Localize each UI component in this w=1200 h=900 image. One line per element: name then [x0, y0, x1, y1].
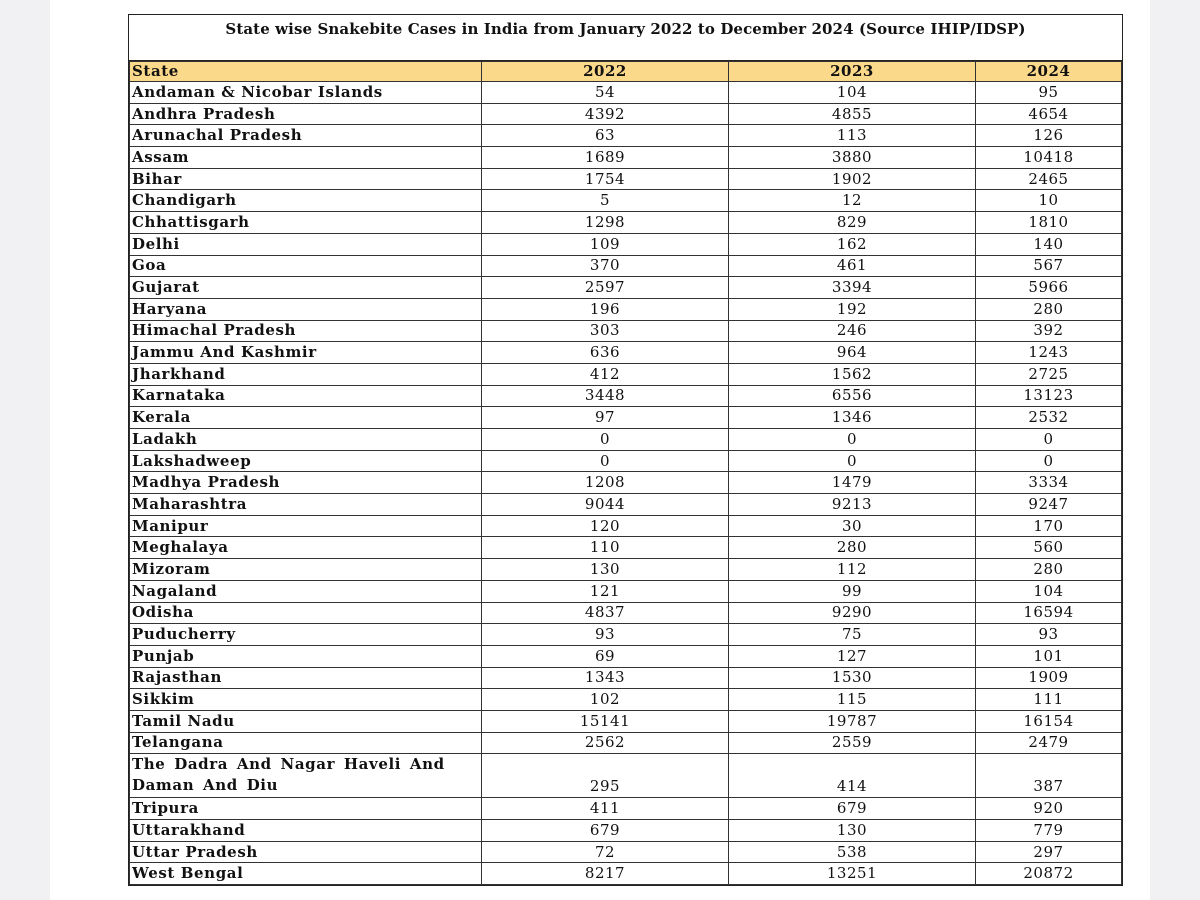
state-name-cell: Sikkim — [130, 689, 482, 711]
snakebite-cases-table — [129, 61, 1122, 885]
table-row — [130, 472, 1122, 494]
state-name-cell: Puducherry — [130, 624, 482, 646]
cases-2024-cell: 5966 — [976, 277, 1122, 299]
cases-2024-cell: 93 — [976, 624, 1122, 646]
cases-2022-cell: 411 — [482, 798, 729, 820]
cases-2023-cell: 0 — [729, 450, 976, 472]
cases-2023-cell: 2559 — [729, 732, 976, 754]
header-2023: 2023 — [729, 62, 976, 82]
cases-2022-cell: 679 — [482, 820, 729, 842]
table-row — [130, 494, 1122, 516]
state-name-cell: Maharashtra — [130, 494, 482, 516]
table-row — [130, 298, 1122, 320]
cases-2023-cell: 4855 — [729, 103, 976, 125]
cases-2022-cell: 2597 — [482, 277, 729, 299]
state-name-cell: The Dadra And Nagar Haveli And Daman And Diu — [130, 754, 482, 798]
cases-2024-cell: 126 — [976, 125, 1122, 147]
cases-2024-cell: 779 — [976, 820, 1122, 842]
cases-2024-cell: 104 — [976, 580, 1122, 602]
cases-2023-cell: 6556 — [729, 385, 976, 407]
cases-2023-cell: 1562 — [729, 363, 976, 385]
cases-2024-cell: 280 — [976, 298, 1122, 320]
cases-2024-cell: 0 — [976, 450, 1122, 472]
table-row — [130, 190, 1122, 212]
cases-2024-cell: 567 — [976, 255, 1122, 277]
cases-2024-cell: 3334 — [976, 472, 1122, 494]
cases-2024-cell: 2532 — [976, 407, 1122, 429]
cases-2024-cell: 170 — [976, 515, 1122, 537]
cases-2023-cell: 9213 — [729, 494, 976, 516]
table-row — [130, 233, 1122, 255]
state-name-cell: Uttar Pradesh — [130, 841, 482, 863]
cases-2024-cell: 9247 — [976, 494, 1122, 516]
state-name-cell: West Bengal — [130, 863, 482, 885]
table-header-row — [130, 62, 1122, 82]
cases-2023-cell: 461 — [729, 255, 976, 277]
table-row — [130, 710, 1122, 732]
header-2022: 2022 — [482, 62, 729, 82]
cases-2024-cell: 4654 — [976, 103, 1122, 125]
state-name-cell: Lakshadweep — [130, 450, 482, 472]
cases-2022-cell: 412 — [482, 363, 729, 385]
state-name-cell: Uttarakhand — [130, 820, 482, 842]
document-table-container — [128, 14, 1123, 886]
table-row — [130, 820, 1122, 842]
cases-2022-cell: 0 — [482, 450, 729, 472]
cases-2023-cell: 192 — [729, 298, 976, 320]
state-name-cell: Manipur — [130, 515, 482, 537]
cases-2023-cell: 1530 — [729, 667, 976, 689]
cases-2023-cell: 127 — [729, 645, 976, 667]
cases-2023-cell: 1902 — [729, 168, 976, 190]
cases-2022-cell: 93 — [482, 624, 729, 646]
cases-2022-cell: 2562 — [482, 732, 729, 754]
table-row — [130, 407, 1122, 429]
cases-2022-cell: 97 — [482, 407, 729, 429]
cases-2023-cell: 679 — [729, 798, 976, 820]
cases-2024-cell: 111 — [976, 689, 1122, 711]
cases-2024-cell: 10418 — [976, 147, 1122, 169]
cases-2023-cell: 1346 — [729, 407, 976, 429]
state-name-cell: Ladakh — [130, 429, 482, 451]
table-row — [130, 515, 1122, 537]
cases-2023-cell: 162 — [729, 233, 976, 255]
table-row — [130, 798, 1122, 820]
cases-2022-cell: 1208 — [482, 472, 729, 494]
cases-2022-cell: 15141 — [482, 710, 729, 732]
cases-2024-cell: 2479 — [976, 732, 1122, 754]
cases-2024-cell: 10 — [976, 190, 1122, 212]
cases-2024-cell: 392 — [976, 320, 1122, 342]
cases-2022-cell: 4837 — [482, 602, 729, 624]
table-row — [130, 363, 1122, 385]
state-name-cell: Mizoram — [130, 559, 482, 581]
cases-2023-cell: 964 — [729, 342, 976, 364]
state-name-cell: Odisha — [130, 602, 482, 624]
table-row — [130, 754, 1122, 798]
table-row — [130, 255, 1122, 277]
table-row — [130, 602, 1122, 624]
cases-2023-cell: 246 — [729, 320, 976, 342]
cases-2022-cell: 109 — [482, 233, 729, 255]
table-row — [130, 580, 1122, 602]
cases-2024-cell: 101 — [976, 645, 1122, 667]
state-name-cell: Andhra Pradesh — [130, 103, 482, 125]
cases-2024-cell: 920 — [976, 798, 1122, 820]
table-row — [130, 212, 1122, 234]
state-name-cell: Tamil Nadu — [130, 710, 482, 732]
cases-2022-cell: 120 — [482, 515, 729, 537]
state-name-cell: Andaman & Nicobar Islands — [130, 82, 482, 104]
state-name-cell: Delhi — [130, 233, 482, 255]
header-state: State — [130, 62, 482, 82]
cases-2024-cell: 13123 — [976, 385, 1122, 407]
cases-2022-cell: 102 — [482, 689, 729, 711]
cases-2024-cell: 16154 — [976, 710, 1122, 732]
table-row — [130, 689, 1122, 711]
header-2024: 2024 — [976, 62, 1122, 82]
state-name-cell: Haryana — [130, 298, 482, 320]
table-row — [130, 450, 1122, 472]
cases-2022-cell: 63 — [482, 125, 729, 147]
table-row — [130, 147, 1122, 169]
cases-2023-cell: 104 — [729, 82, 976, 104]
table-row — [130, 385, 1122, 407]
state-name-cell: Gujarat — [130, 277, 482, 299]
state-name-cell: Telangana — [130, 732, 482, 754]
state-name-cell: Karnataka — [130, 385, 482, 407]
cases-2022-cell: 370 — [482, 255, 729, 277]
state-name-cell: Arunachal Pradesh — [130, 125, 482, 147]
table-row — [130, 320, 1122, 342]
cases-2023-cell: 130 — [729, 820, 976, 842]
state-name-cell: Nagaland — [130, 580, 482, 602]
table-row — [130, 168, 1122, 190]
cases-2022-cell: 121 — [482, 580, 729, 602]
cases-2023-cell: 9290 — [729, 602, 976, 624]
cases-2022-cell: 295 — [482, 754, 729, 798]
cases-2024-cell: 1810 — [976, 212, 1122, 234]
cases-2023-cell: 19787 — [729, 710, 976, 732]
state-name-cell: Madhya Pradesh — [130, 472, 482, 494]
state-name-cell: Meghalaya — [130, 537, 482, 559]
cases-2023-cell: 829 — [729, 212, 976, 234]
state-name-cell: Goa — [130, 255, 482, 277]
cases-2022-cell: 636 — [482, 342, 729, 364]
state-name-cell: Jharkhand — [130, 363, 482, 385]
cases-2024-cell: 95 — [976, 82, 1122, 104]
state-name-cell: Himachal Pradesh — [130, 320, 482, 342]
cases-2022-cell: 0 — [482, 429, 729, 451]
table-row — [130, 429, 1122, 451]
cases-2022-cell: 5 — [482, 190, 729, 212]
cases-2022-cell: 303 — [482, 320, 729, 342]
document-title: State wise Snakebite Cases in India from January 2022 to December 2024 (Source IHIP/IDSP) — [129, 15, 1122, 61]
state-name-cell: Punjab — [130, 645, 482, 667]
table-row — [130, 863, 1122, 885]
table-row — [130, 841, 1122, 863]
page-background — [50, 0, 1150, 900]
cases-2023-cell: 1479 — [729, 472, 976, 494]
cases-2022-cell: 110 — [482, 537, 729, 559]
cases-2024-cell: 0 — [976, 429, 1122, 451]
table-row — [130, 342, 1122, 364]
table-row — [130, 667, 1122, 689]
table-row — [130, 645, 1122, 667]
cases-2023-cell: 280 — [729, 537, 976, 559]
state-name-cell: Bihar — [130, 168, 482, 190]
cases-2022-cell: 4392 — [482, 103, 729, 125]
cases-2022-cell: 196 — [482, 298, 729, 320]
cases-2022-cell: 1343 — [482, 667, 729, 689]
state-name-cell: Assam — [130, 147, 482, 169]
cases-2022-cell: 130 — [482, 559, 729, 581]
table-row — [130, 624, 1122, 646]
cases-2024-cell: 16594 — [976, 602, 1122, 624]
table-row — [130, 559, 1122, 581]
cases-2024-cell: 140 — [976, 233, 1122, 255]
cases-2024-cell: 297 — [976, 841, 1122, 863]
cases-2024-cell: 20872 — [976, 863, 1122, 885]
cases-2022-cell: 9044 — [482, 494, 729, 516]
table-row — [130, 82, 1122, 104]
table-row — [130, 125, 1122, 147]
cases-2023-cell: 414 — [729, 754, 976, 798]
state-name-cell: Chandigarh — [130, 190, 482, 212]
cases-2022-cell: 72 — [482, 841, 729, 863]
cases-2024-cell: 2465 — [976, 168, 1122, 190]
table-row — [130, 277, 1122, 299]
cases-2023-cell: 75 — [729, 624, 976, 646]
cases-2022-cell: 1298 — [482, 212, 729, 234]
cases-2022-cell: 1689 — [482, 147, 729, 169]
cases-2023-cell: 538 — [729, 841, 976, 863]
state-name-cell: Tripura — [130, 798, 482, 820]
cases-2023-cell: 30 — [729, 515, 976, 537]
table-row — [130, 103, 1122, 125]
cases-2023-cell: 113 — [729, 125, 976, 147]
cases-2024-cell: 2725 — [976, 363, 1122, 385]
cases-2023-cell: 99 — [729, 580, 976, 602]
table-row — [130, 732, 1122, 754]
cases-2022-cell: 54 — [482, 82, 729, 104]
cases-2024-cell: 1909 — [976, 667, 1122, 689]
cases-2022-cell: 1754 — [482, 168, 729, 190]
state-name-cell: Kerala — [130, 407, 482, 429]
cases-2023-cell: 3880 — [729, 147, 976, 169]
cases-2024-cell: 280 — [976, 559, 1122, 581]
cases-2023-cell: 0 — [729, 429, 976, 451]
state-name-cell: Jammu And Kashmir — [130, 342, 482, 364]
table-row — [130, 537, 1122, 559]
state-name-cell: Chhattisgarh — [130, 212, 482, 234]
cases-2022-cell: 3448 — [482, 385, 729, 407]
cases-2023-cell: 115 — [729, 689, 976, 711]
cases-2023-cell: 13251 — [729, 863, 976, 885]
cases-2022-cell: 8217 — [482, 863, 729, 885]
cases-2022-cell: 69 — [482, 645, 729, 667]
table-body — [130, 82, 1122, 885]
cases-2024-cell: 560 — [976, 537, 1122, 559]
cases-2023-cell: 3394 — [729, 277, 976, 299]
cases-2023-cell: 112 — [729, 559, 976, 581]
cases-2023-cell: 12 — [729, 190, 976, 212]
cases-2024-cell: 1243 — [976, 342, 1122, 364]
cases-2024-cell: 387 — [976, 754, 1122, 798]
state-name-cell: Rajasthan — [130, 667, 482, 689]
